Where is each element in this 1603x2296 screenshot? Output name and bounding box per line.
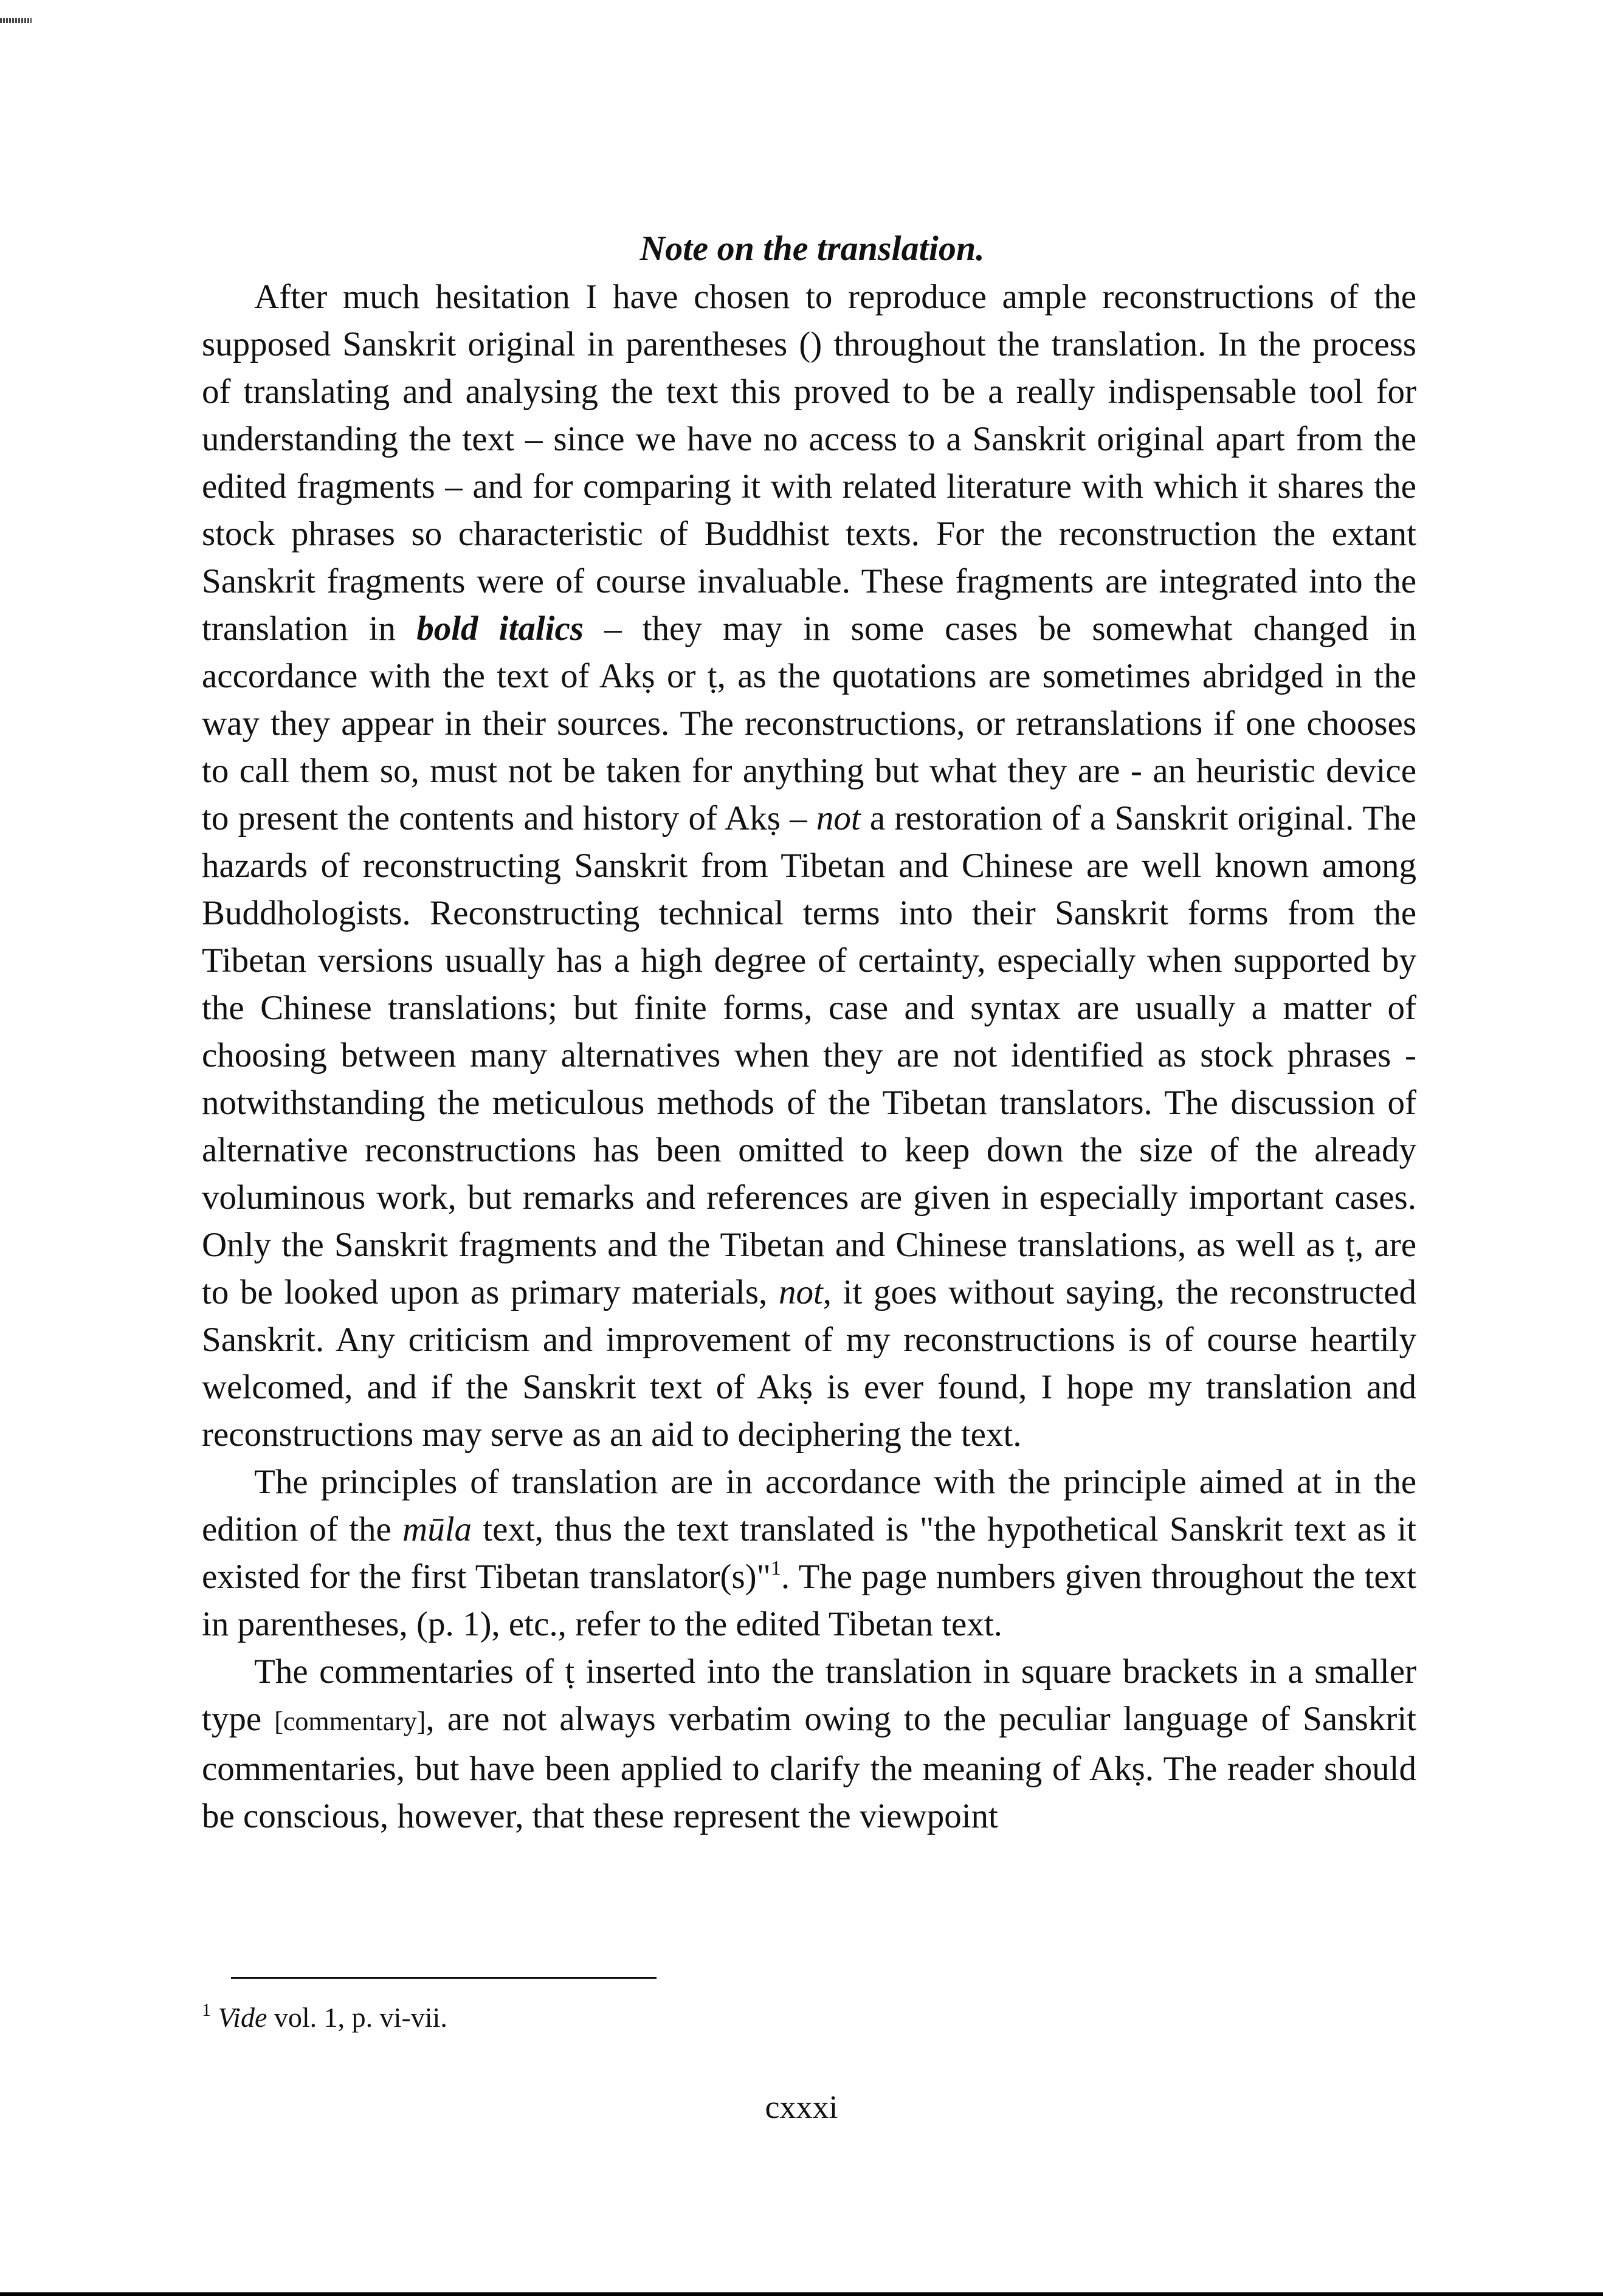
page-number: cxxxi bbox=[765, 2089, 838, 2125]
footnote-italic: Vide bbox=[218, 2002, 267, 2033]
footnote-reference[interactable]: 1 bbox=[770, 1557, 781, 1579]
paragraph-3 bbox=[202, 1648, 1416, 1840]
paragraph-2 bbox=[202, 1459, 1416, 1648]
page-body bbox=[202, 225, 1416, 1840]
text-segment: The commentaries of ṭ inserted into the translation in square brackets in a smaller type bbox=[202, 1652, 1416, 1738]
section-title: Note on the translation. bbox=[639, 229, 985, 268]
bold-italic-term: bold italics bbox=[416, 610, 584, 648]
italic-emphasis: not bbox=[816, 799, 861, 837]
scan-artifact bbox=[0, 18, 32, 23]
italic-emphasis: not bbox=[778, 1273, 823, 1311]
text-segment: After much hesitation I have chosen to reproduce ample reconstructions of the supposed Sanskrit original in parentheses () throughout the translation. In the process of translating and analysing the text this proved to be a really indispensable tool for understanding the text – since we have no access to a Sanskrit original apart from the edited fragments – and for comparing it with related literature with which it shares the stock phrases so characteristic of Buddhist texts. For the reconstruction the extant Sanskrit fragments were of course invaluable. These fragments are integrated into the translation in bbox=[202, 278, 1416, 648]
small-type-example: [commentary] bbox=[274, 1707, 426, 1736]
footnote-text: vol. 1, p. vi-vii. bbox=[267, 2002, 447, 2033]
text-segment: a restoration of a Sanskrit original. The hazards of reconstructing Sanskrit from Tibetan and Chinese are well known among Buddhologists. Reconstructing technical terms into their Sanskrit forms from the Tibetan versions usually has a high degree of certainty, especially when supported by the Chinese translations; but finite forms, case and syntax are usually a matter of choosing between many alternatives when they are not identified as stock phrases - notwithstanding the meticulous methods of the Tibetan translators. The discussion of alternative reconstructions has been omitted to keep down the size of the already voluminous work, but remarks and references are given in especially important cases. Only the Sanskrit fragments and the Tibetan and Chinese translations, as well as ṭ, are to be looked upon as primary materials, bbox=[202, 799, 1417, 1311]
text-segment: , are not always verbatim owing to the peculiar language of Sanskrit commentaries, but have been applied to clarify the meaning of Akṣ. The reader should be conscious, however, that these represent the viewpoint bbox=[202, 1700, 1416, 1835]
text-segment: – they may in some cases be somewhat changed in accordance with the text of Akṣ or ṭ, as the quotations are sometimes abridged in the way they appear in their sources. The reconstructions, or retranslations if one chooses to call them so, must not be taken for anything but what they are - an heuristic device to present the contents and history of Akṣ – bbox=[202, 610, 1417, 837]
text-segment: , it goes without saying, the reconstructed Sanskrit. Any criticism and improvement of my reconstructions is of course heartily welcomed, and if the Sanskrit text of Akṣ is ever found, I hope my translation and reconstructions may serve as an aid to deciphering the text. bbox=[202, 1273, 1417, 1454]
paragraph-1 bbox=[202, 273, 1416, 1459]
scan-edge bbox=[0, 2292, 1603, 2296]
text-segment: . The page numbers given throughout the text in parentheses, (p. 1), etc., refer to the edited Tibetan text. bbox=[202, 1558, 1416, 1643]
italic-term: mūla bbox=[402, 1510, 472, 1548]
footnote bbox=[202, 1999, 447, 2036]
text-segment: The principles of translation are in accordance with the principle aimed at in the edition of the bbox=[202, 1463, 1416, 1548]
footnote-divider bbox=[231, 1977, 657, 1979]
text-segment: text, thus the text translated is "the hypothetical Sanskrit text as it existed for the first Tibetan translator(s)" bbox=[202, 1510, 1416, 1596]
footnote-marker: 1 bbox=[202, 2000, 211, 2020]
